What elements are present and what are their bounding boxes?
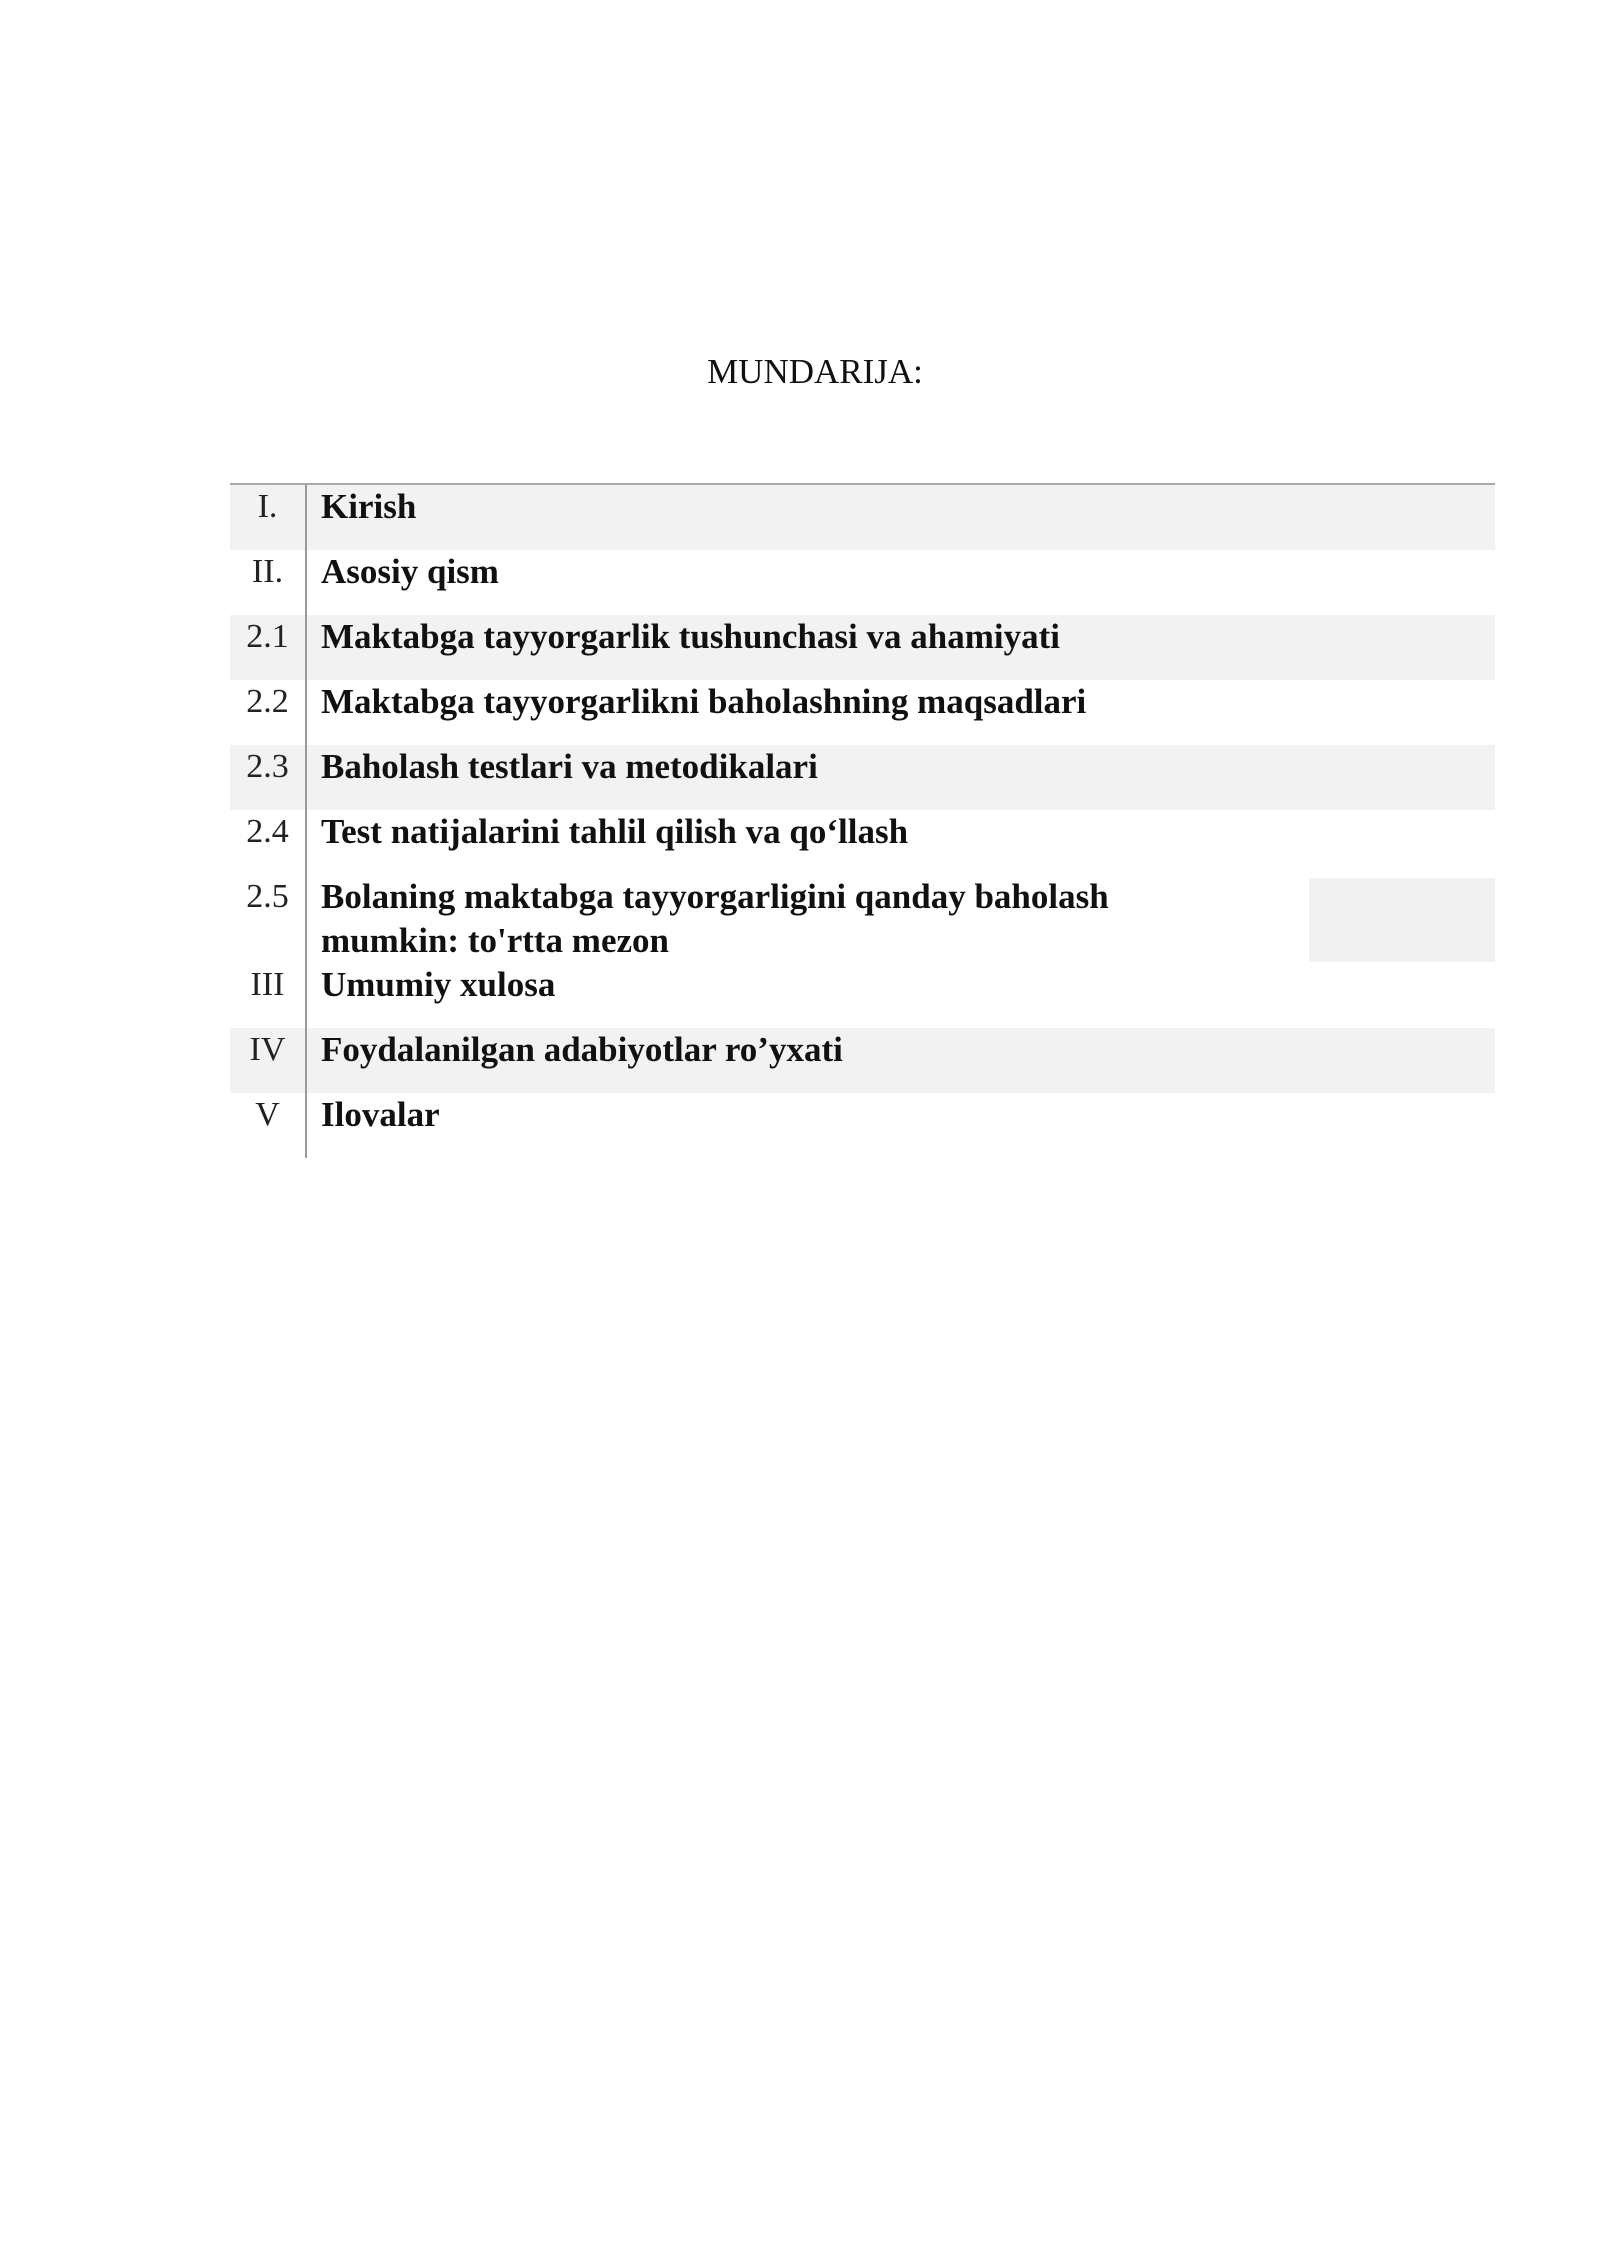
toc-row [230, 963, 1495, 1028]
toc-number: I. [230, 485, 307, 550]
page-title: MUNDARIJA: [707, 352, 923, 391]
toc-row [230, 615, 1495, 680]
toc-number: 2.1 [230, 615, 307, 680]
toc-row [230, 550, 1495, 615]
toc-number: II. [230, 550, 307, 615]
toc-label: Maktabga tayyorgarlik tushunchasi va ahamiyati [321, 617, 1060, 656]
toc-label: Baholash testlari va metodikalari [321, 747, 818, 786]
toc-row [230, 485, 1495, 550]
toc-row [230, 1028, 1495, 1093]
toc-number: V [230, 1093, 307, 1158]
toc-row [230, 875, 1495, 963]
toc-row [230, 1093, 1495, 1158]
toc-number: IV [230, 1028, 307, 1093]
toc-label: Asosiy qism [321, 552, 499, 591]
toc-number: 2.4 [230, 810, 307, 875]
toc-row [230, 810, 1495, 875]
toc-label: Maktabga tayyorgarlikni baholashning maqsadlari [321, 682, 1087, 721]
toc-row [230, 680, 1495, 745]
toc-number: 2.3 [230, 745, 307, 810]
toc-label: Kirish [321, 487, 417, 526]
toc-number: 2.2 [230, 680, 307, 745]
toc-label: Bolaning maktabga tayyorgarligini qanday baholash mumkin: to'rtta mezon [321, 877, 1109, 960]
cell-shading [1309, 878, 1495, 962]
table-of-contents [230, 483, 1495, 1158]
toc-label: Foydalanilgan adabiyotlar ro’yxati [321, 1030, 843, 1069]
toc-label: Umumiy xulosa [321, 965, 556, 1004]
toc-number: 2.5 [230, 875, 307, 963]
toc-row [230, 745, 1495, 810]
toc-label: Ilovalar [321, 1095, 440, 1134]
toc-label: Test natijalarini tahlil qilish va qo‘llash [321, 812, 909, 851]
toc-number: III [230, 963, 307, 1028]
